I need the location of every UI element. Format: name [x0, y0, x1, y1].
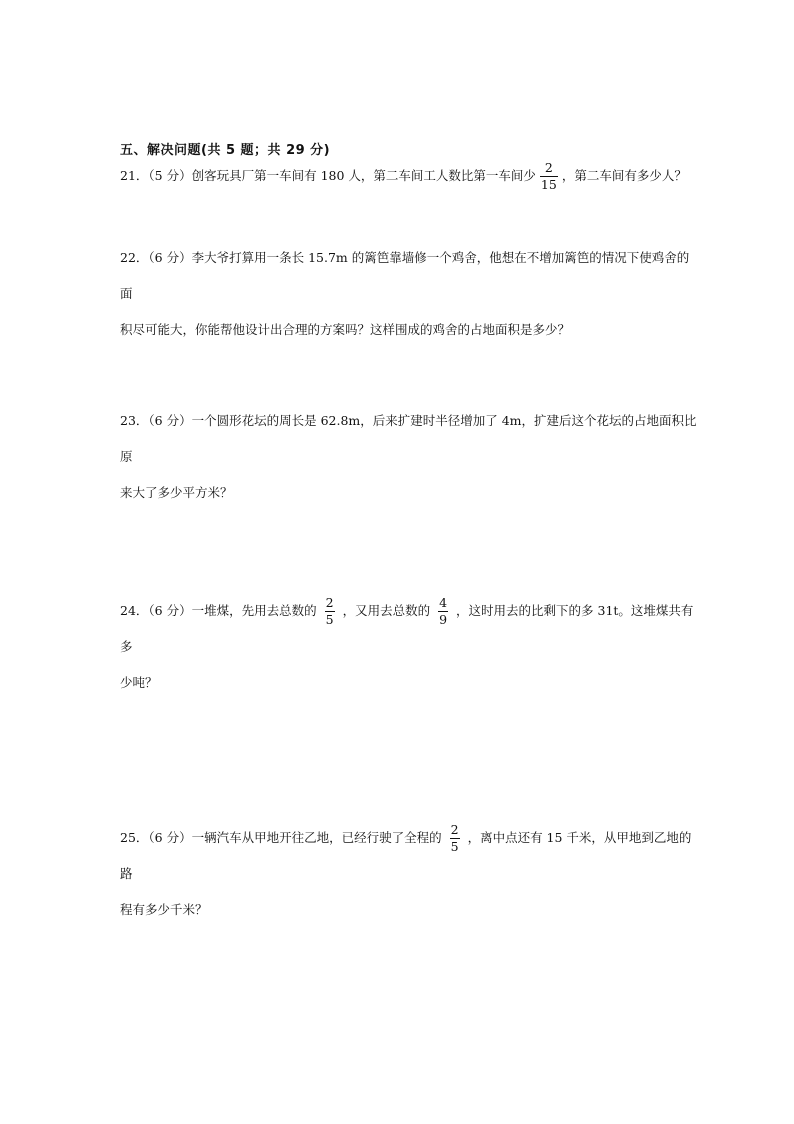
problem-text: 李大爷打算用一条长 15.7m 的篱笆靠墙修一个鸡舍，他想在不增加篱笆的情况下使鸡舍的面	[120, 250, 690, 301]
problem-text: 一辆汽车从甲地开往乙地，已经行驶了全程的	[191, 830, 442, 845]
problem-points: （6 分）	[148, 250, 192, 265]
problem-line-2: 程有多少千米？	[120, 902, 208, 917]
problem-text: ，又用去总数的	[342, 603, 431, 618]
problem-line-2: 来大了多少平方米？	[120, 485, 233, 500]
problem-text: ，这时用去的比剩下的多 31t。这堆煤共有多	[120, 603, 694, 654]
problem-22	[120, 240, 700, 348]
problem-text: ，离中点还有 15 千米，从甲地到乙地的路	[120, 830, 692, 881]
fraction-numerator: 2	[325, 595, 334, 610]
problem-text: 一个圆形花坛的周长是 62.8m，后来扩建时半径增加了 4m，扩建后这个花坛的占地面积比原	[120, 413, 697, 464]
problem-line-1	[120, 593, 700, 665]
fraction	[438, 596, 448, 627]
fraction-denominator: 15	[540, 177, 557, 192]
fraction-denominator: 9	[439, 612, 448, 627]
problem-line-2: 积尽可能大，你能帮他设计出合理的方案吗？这样围成的鸡舍的占地面积是多少？	[120, 322, 571, 337]
fraction	[325, 596, 335, 627]
problem-text: 一堆煤，先用去总数的	[191, 603, 317, 618]
problem-line-1	[120, 403, 700, 475]
problem-points: （6 分）	[148, 603, 192, 618]
section-title: 五、解决问题(共 5 题；共 29 分)	[120, 143, 331, 158]
problem-24	[120, 593, 700, 701]
problem-line-2: 少吨？	[120, 675, 158, 690]
fraction-denominator: 5	[325, 612, 334, 627]
fraction	[540, 161, 558, 192]
problem-number: 21．	[120, 168, 149, 183]
problem-points: （5 分）	[148, 168, 192, 183]
problem-text: ，第二车间有多少人？	[561, 168, 687, 183]
problem-text: 创客玩具厂第一车间有 180 人，第二车间工人数比第一车间少	[191, 168, 536, 183]
problem-25	[120, 820, 700, 928]
fraction-numerator: 4	[439, 595, 448, 610]
problem-21	[120, 158, 700, 194]
problem-23	[120, 403, 700, 511]
problem-points: （6 分）	[148, 830, 192, 845]
problem-line-1	[120, 240, 700, 312]
problem-line-1	[120, 820, 700, 892]
fraction-numerator: 2	[450, 822, 459, 837]
problem-number: 23．	[120, 413, 149, 428]
fraction-numerator: 2	[544, 160, 553, 175]
fraction	[450, 823, 460, 854]
problem-number: 24．	[120, 603, 149, 618]
problem-number: 22．	[120, 250, 149, 265]
problem-points: （6 分）	[148, 413, 192, 428]
problem-number: 25．	[120, 830, 149, 845]
fraction-denominator: 5	[450, 839, 459, 854]
